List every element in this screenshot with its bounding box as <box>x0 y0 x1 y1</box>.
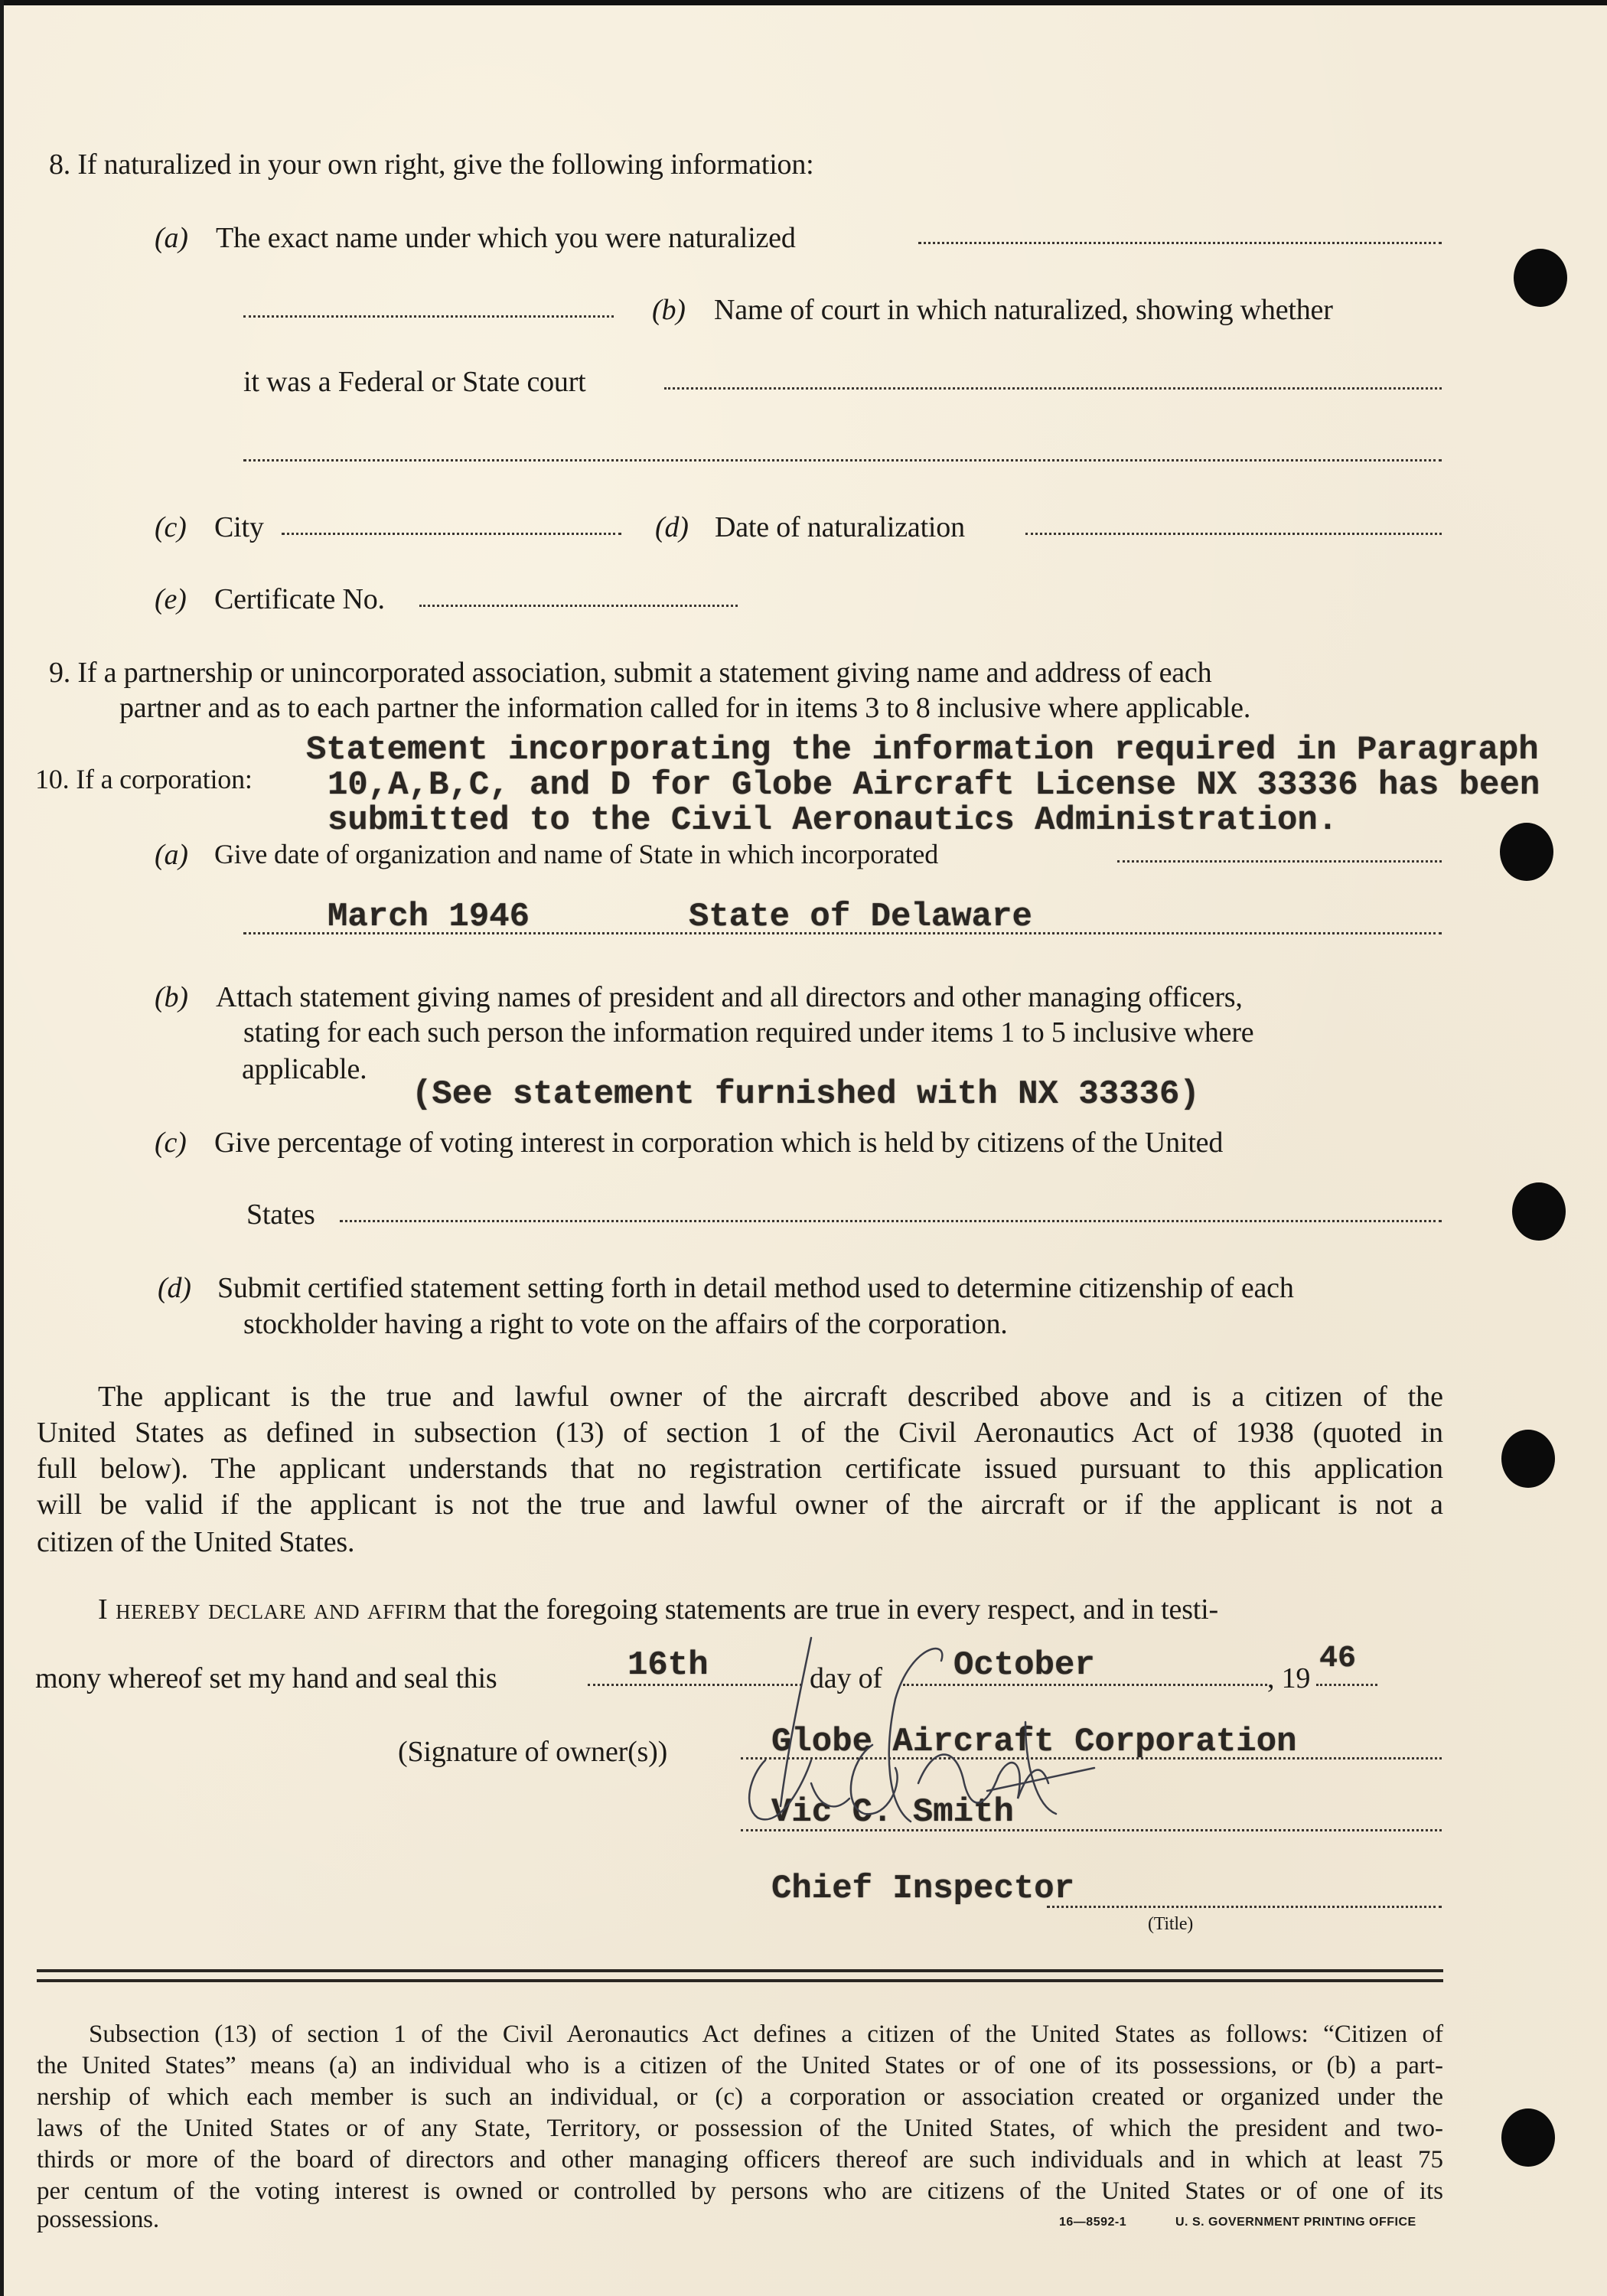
organization-date-field[interactable] <box>1117 860 1442 863</box>
year-field[interactable] <box>1316 1684 1377 1686</box>
item-8c-label: (c) <box>155 511 187 543</box>
divider-rule-bottom <box>37 1979 1443 1982</box>
item-10c-text1: Give percentage of voting interest in corporation which is held by citizens of the United <box>214 1127 1224 1159</box>
item-8b-text2: it was a Federal or State court <box>243 366 586 398</box>
item-8-heading: 8. If naturalized in your own right, give the following information: <box>49 148 814 181</box>
voting-percentage-field[interactable] <box>340 1220 1442 1222</box>
naturalization-date-field[interactable] <box>1025 533 1442 535</box>
handwritten-signature-icon <box>735 1630 1102 1844</box>
punch-hole-icon <box>1500 823 1553 881</box>
title-field[interactable] <box>1047 1906 1442 1908</box>
item-8a-text: The exact name under which you were naturalized <box>216 222 796 254</box>
item-8b-text: Name of court in which naturalized, showing whether <box>714 294 1333 326</box>
form-code: 16—8592-1 <box>1059 2216 1127 2229</box>
punch-hole-icon <box>1501 2108 1555 2167</box>
footnote-line-5: thirds or more of the board of directors and other managing officers thereof are such individuals and in which at least 75 <box>37 2146 1443 2174</box>
affirmation-rest: that the foregoing statements are true in every respect, and in testi- <box>454 1593 1218 1626</box>
item-10d-text1: Submit certified statement setting forth in detail method used to determine citizenship of each <box>217 1272 1294 1304</box>
footnote-line-6: per centum of the voting interest is owned or controlled by persons who are citizens of the United States or of one of its <box>37 2177 1443 2205</box>
item-8b-label: (b) <box>652 294 686 326</box>
court-name-field-cont[interactable] <box>243 459 1442 461</box>
month-value: October <box>953 1646 1095 1684</box>
declaration-line-3: full below). The applicant understands that no registration certificate issued pursuant to this application <box>37 1453 1443 1485</box>
item-10b-text1: Attach statement giving names of president and all directors and other managing officers, <box>216 981 1243 1013</box>
printing-office: U. S. GOVERNMENT PRINTING OFFICE <box>1175 2216 1416 2229</box>
item-10d-label: (d) <box>158 1272 191 1304</box>
item-10d-text2: stockholder having a right to vote on the affairs of the corporation. <box>243 1308 1008 1340</box>
item-8e-label: (e) <box>155 583 187 615</box>
item-8a-label: (a) <box>155 222 188 254</box>
affirmation-line-1 <box>98 1595 1218 1624</box>
item-10-heading: 10. If a corporation: <box>35 764 253 794</box>
item-8d-text: Date of naturalization <box>715 511 965 543</box>
signature-label: (Signature of owner(s)) <box>398 1736 668 1768</box>
declaration-line-2: United States as defined in subsection (13) of section 1 of the Civil Aeronautics Act of 1938 (quoted in <box>37 1417 1443 1449</box>
city-field[interactable] <box>282 533 621 535</box>
item-8d-label: (d) <box>655 511 689 543</box>
scan-border-top <box>0 0 1607 5</box>
footnote-line-3: nership of which each member is such an individual, or (c) a corporation or association created or organized under the <box>37 2083 1443 2111</box>
item-9-line1: 9. If a partnership or unincorporated association, submit a statement giving name and address of each <box>49 657 1212 689</box>
footnote-line-7: possessions. <box>37 2206 159 2233</box>
day-of-label: day of <box>810 1662 882 1694</box>
see-statement-typed: (See statement furnished with NX 33336) <box>412 1075 1200 1114</box>
year-value: 46 <box>1319 1642 1357 1676</box>
organization-date-field-cont[interactable] <box>243 932 1442 934</box>
organization-date-value: March 1946 <box>328 898 530 936</box>
item-10b-text3: applicable. <box>242 1053 367 1085</box>
owner-name-typed: Globe Aircraft Corporation <box>771 1723 1297 1761</box>
item-10b-label: (b) <box>155 981 188 1013</box>
declaration-line-5: citizen of the United States. <box>37 1526 355 1558</box>
divider-rule-top <box>37 1969 1443 1972</box>
footnote-line-2: the United States” means (a) an individual who is a citizen of the United States or of one of its possessions, or (b) a part- <box>37 2052 1443 2079</box>
footnote-line-1: Subsection (13) of section 1 of the Civil Aeronautics Act defines a citizen of the United States as follows: “Citizen of <box>89 2020 1443 2048</box>
item-9-line2: partner and as to each partner the information called for in items 3 to 8 inclusive where applicable. <box>119 692 1251 724</box>
footnote-line-4: laws of the United States or of any State, Territory, or possession of the United States, of which the president and two- <box>37 2115 1443 2142</box>
day-value: 16th <box>627 1646 709 1684</box>
punch-hole-icon <box>1514 249 1567 307</box>
punch-hole-icon <box>1501 1430 1555 1488</box>
item-8e-text: Certificate No. <box>214 583 385 615</box>
typed-statement-line-1: Statement incorporating the information required in Paragraph <box>306 731 1539 769</box>
typed-statement-line-2: 10,A,B,C, and D for Globe Aircraft License NX 33336 has been <box>328 766 1540 804</box>
title-label: (Title) <box>1148 1914 1194 1934</box>
item-10c-text2: States <box>246 1199 315 1231</box>
affirmation-lead: I hereby declare and affirm <box>98 1593 447 1626</box>
typed-statement-line-3: submitted to the Civil Aeronautics Administration. <box>328 801 1338 840</box>
declaration-line-1: The applicant is the true and lawful owner of the aircraft described above and is a citizen of the <box>98 1381 1443 1413</box>
court-name-field[interactable] <box>664 387 1442 390</box>
naturalized-name-field-cont[interactable] <box>243 315 614 318</box>
item-10c-label: (c) <box>155 1127 187 1159</box>
affirmation-line-2-prefix: mony whereof set my hand and seal this <box>35 1662 497 1694</box>
certificate-number-field[interactable] <box>419 605 738 607</box>
item-10a-label: (a) <box>155 839 188 871</box>
item-10a-text: Give date of organization and name of State in which incorporated <box>214 839 939 869</box>
declaration-line-4: will be valid if the applicant is not the true and lawful owner of the aircraft or if the applicant is not a <box>37 1489 1443 1521</box>
signer-title-typed: Chief Inspector <box>771 1870 1075 1908</box>
signer-name-typed: Vic C. Smith <box>771 1793 1014 1831</box>
punch-hole-icon <box>1512 1182 1566 1241</box>
item-10b-text2: stating for each such person the information required under items 1 to 5 inclusive where <box>243 1016 1254 1049</box>
year-prefix: , 19 <box>1267 1662 1311 1694</box>
scan-border-left <box>0 0 4 2296</box>
incorporation-state-value: State of Delaware <box>689 898 1032 936</box>
naturalized-name-field[interactable] <box>918 242 1442 244</box>
item-8c-text: City <box>214 511 264 543</box>
